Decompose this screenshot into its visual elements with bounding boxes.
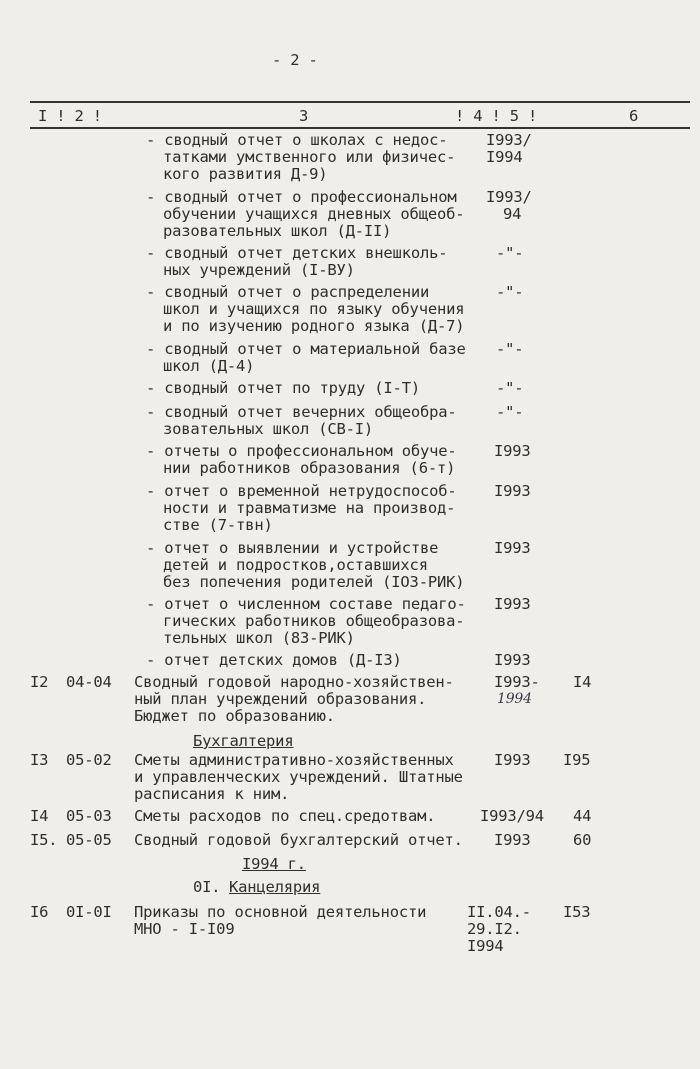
- section-office-title: Канцелярия: [229, 878, 321, 896]
- entry-code: 0I-0I: [66, 903, 112, 921]
- row-text-line: стве (7-твн): [163, 516, 273, 534]
- row-ditto: -"-: [496, 244, 524, 262]
- row-text-line: - отчет детских домов (Д-IЗ): [146, 651, 402, 669]
- row-text-line: - сводный отчет о материальной базе: [146, 340, 466, 358]
- row-text-line: и по изучению родного языка (Д-7): [163, 317, 465, 335]
- row-text-line: школ и учащихся по языку обучения: [163, 300, 465, 318]
- row-text-line: - отчеты о профессиональном обуче-: [146, 442, 457, 460]
- row-text-line: нии работников образования (6-т): [163, 459, 456, 477]
- row-text-line: школ (Д-4): [163, 357, 255, 375]
- section-office-number: 0I.: [193, 878, 221, 896]
- row-ditto: -"-: [496, 283, 524, 301]
- row-year: I993: [494, 595, 531, 613]
- header-col-6: 6: [629, 107, 639, 125]
- entry-year: I993/94: [480, 807, 544, 825]
- entry-text-line: МНО - I-I09: [134, 920, 235, 938]
- entry-code: 05-03: [66, 807, 112, 825]
- entry-code: 05-02: [66, 751, 112, 769]
- row-year: I994: [486, 148, 523, 166]
- entry-count: I4: [573, 673, 592, 691]
- row-text-line: - сводный отчет детских внешколь-: [146, 244, 448, 262]
- row-text-line: разовательных школ (Д-II): [163, 222, 392, 240]
- row-text-line: - сводный отчет вечерних общеобра-: [146, 403, 457, 421]
- entry-text-line: Сводный годовой бухгалтерский отчет.: [134, 831, 463, 849]
- row-text-line: - отчет о численном составе педаго-: [146, 595, 466, 613]
- row-text-line: ности и травматизме на производ-: [163, 499, 456, 517]
- row-year: I993/: [486, 131, 532, 149]
- entry-text-line: Приказы по основной деятельности: [134, 903, 427, 921]
- page-number: - 2 -: [272, 51, 318, 69]
- row-ditto: -"-: [496, 379, 524, 397]
- entry-date: 29.I2.: [467, 920, 522, 938]
- entry-year: I993: [494, 831, 531, 849]
- entry-number: I6: [30, 903, 49, 921]
- section-heading-year: I994 г.: [242, 855, 306, 873]
- row-ditto: -"-: [496, 340, 524, 358]
- section-heading-accounting: Бухгалтерия: [193, 732, 294, 750]
- row-year: 94: [503, 205, 522, 223]
- header-bottom-rule: [30, 127, 690, 129]
- row-text-line: без попечения родителей (IОЗ-РИК): [163, 573, 465, 591]
- entry-text-line: Сводный годовой народно-хозяйствен-: [134, 673, 454, 691]
- entry-code: 04-04: [66, 673, 112, 691]
- entry-text-line: ный план учреждений образования.: [134, 690, 427, 708]
- entry-text-line: расписания к ним.: [134, 785, 290, 803]
- row-text-line: - отчет о временной нетрудоспособ-: [146, 482, 457, 500]
- row-text-line: кого развития Д-9): [163, 165, 328, 183]
- row-ditto: -"-: [496, 403, 524, 421]
- entry-number: I5.: [30, 831, 58, 849]
- row-text-line: - отчет о выявлении и устройстве: [146, 539, 439, 557]
- row-text-line: обучении учащихся дневных общеоб-: [163, 205, 465, 223]
- row-text-line: - сводный отчет о школах с недос-: [146, 131, 448, 149]
- entry-year: I993-: [494, 673, 540, 691]
- entry-year: I993: [494, 751, 531, 769]
- row-year: I993: [494, 539, 531, 557]
- entry-number: I4: [30, 807, 49, 825]
- entry-date: I994: [467, 937, 504, 955]
- header-col-1-2: I ! 2 !: [38, 107, 102, 125]
- row-text-line: тельных школ (83-РИК): [163, 629, 355, 647]
- entry-count: I53: [563, 903, 591, 921]
- entry-date: II.04.-: [467, 903, 531, 921]
- entry-number: I2: [30, 673, 49, 691]
- entry-text-line: Бюджет по образованию.: [134, 707, 335, 725]
- row-text-line: зовательных школ (СВ-I): [163, 420, 374, 438]
- row-year: I993: [494, 482, 531, 500]
- row-text-line: ных учреждений (I-ВУ): [163, 261, 355, 279]
- row-text-line: - сводный отчет о профессиональном: [146, 188, 457, 206]
- entry-count: 60: [573, 831, 592, 849]
- row-text-line: - сводный отчет о распределении: [146, 283, 430, 301]
- header-col-3: 3: [299, 107, 309, 125]
- entry-number: I3: [30, 751, 49, 769]
- row-year: I993: [494, 442, 531, 460]
- entry-count: I95: [563, 751, 591, 769]
- row-text-line: - сводный отчет по труду (I-Т): [146, 379, 420, 397]
- row-text-line: детей и подростков,оставшихся: [163, 556, 428, 574]
- row-text-line: гических работников общеобразова-: [163, 612, 465, 630]
- row-year: I993: [494, 651, 531, 669]
- entry-text-line: и управленческих учреждений. Штатные: [134, 768, 463, 786]
- row-year: I993/: [486, 188, 532, 206]
- row-text-line: татками умственного или физичес-: [163, 148, 456, 166]
- entry-count: 44: [573, 807, 592, 825]
- entry-code: 05-05: [66, 831, 112, 849]
- handwritten-year: 1994: [497, 691, 532, 707]
- header-col-4-5: ! 4 ! 5 !: [455, 107, 538, 125]
- table-top-rule: [30, 101, 690, 103]
- entry-text-line: Сметы расходов по спец.средотвам.: [134, 807, 436, 825]
- entry-text-line: Сметы административно-хозяйственных: [134, 751, 454, 769]
